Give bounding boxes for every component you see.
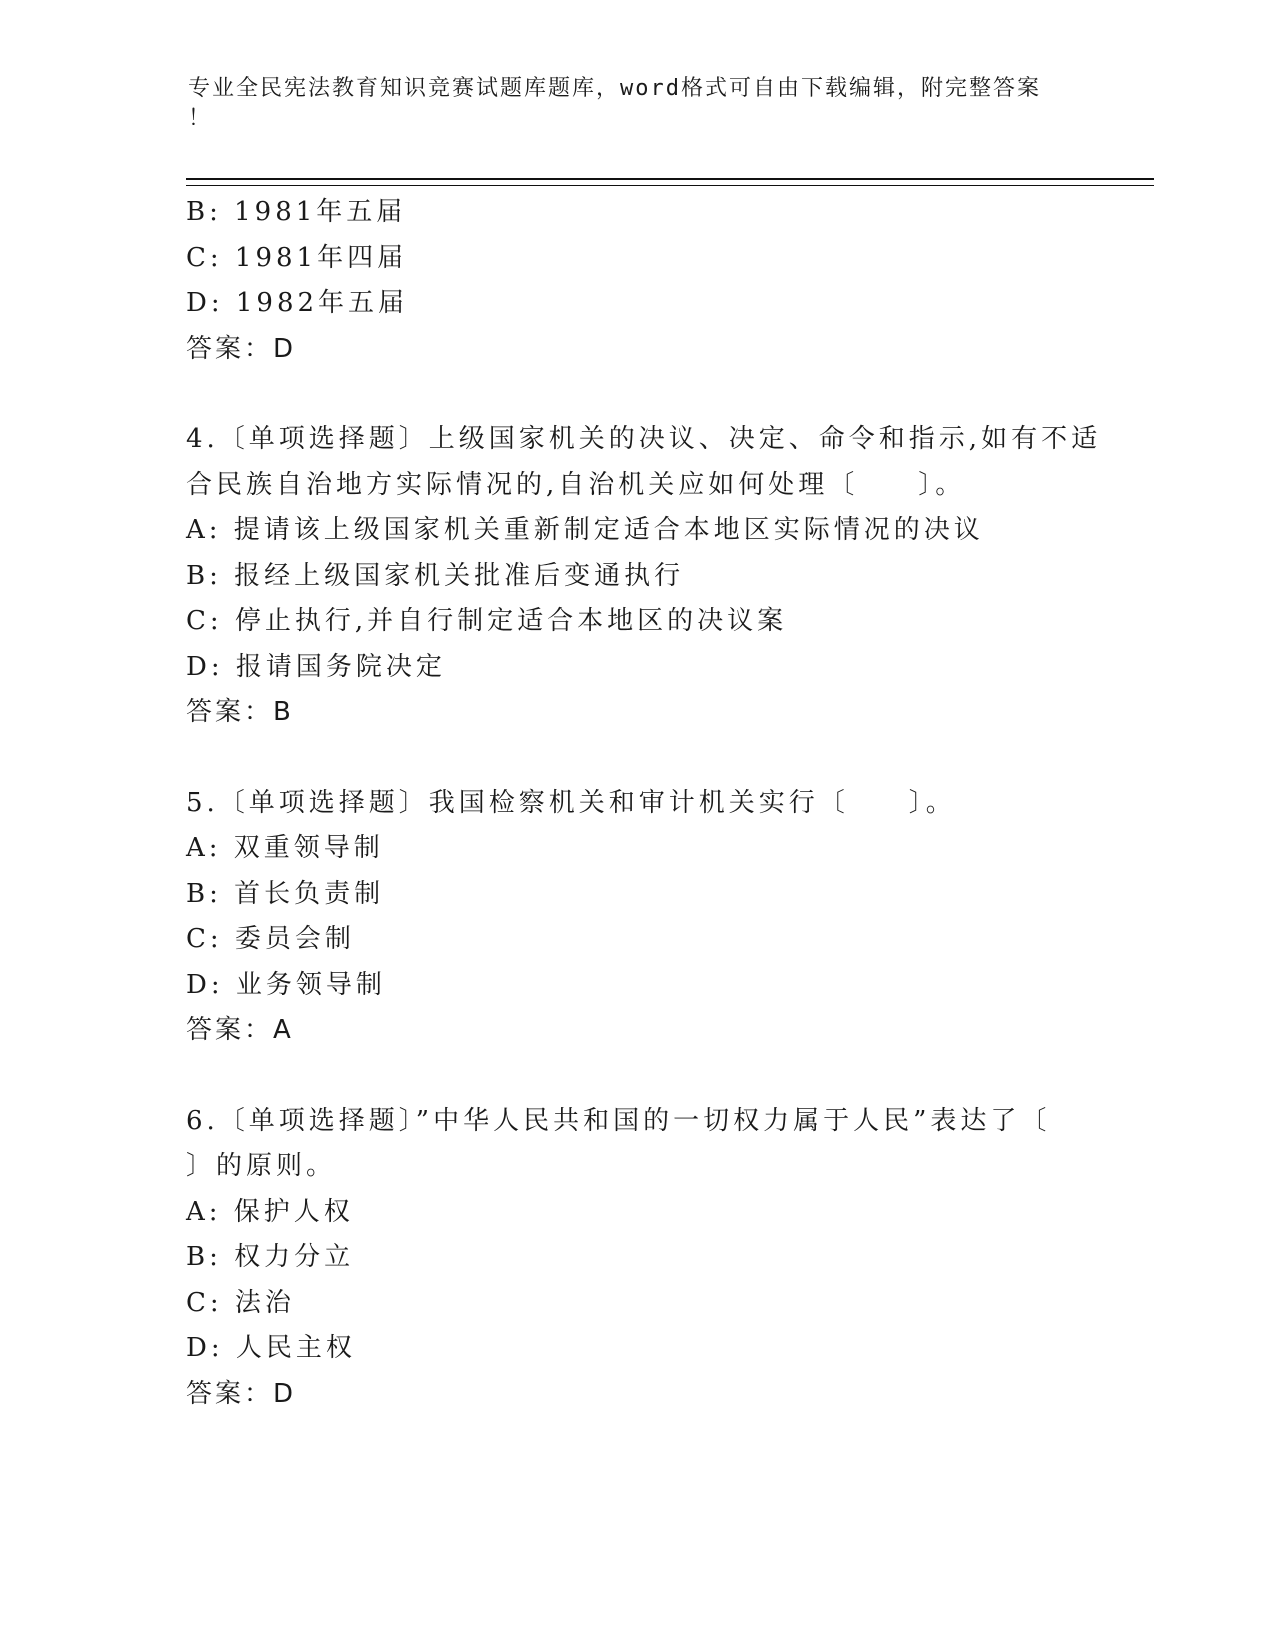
page-header: [188, 74, 1088, 134]
header-line-2: ！: [188, 106, 213, 131]
answer: 答案：D: [186, 333, 297, 364]
option-d: D: 人民主权: [186, 1333, 356, 1363]
question-stem-line-2: 〕的原则。: [186, 1151, 337, 1181]
option-a: A: 提请该上级国家机关重新制定适合本地区实际情况的决议: [186, 515, 984, 545]
option-d: D: 报请国务院决定: [186, 651, 446, 682]
option-d: D: 1982年五届: [186, 288, 409, 318]
question-stem-line-2: 合民族自治地方实际情况的,自治机关应如何处理〔 〕。: [186, 469, 966, 500]
answer: 答案：B: [186, 697, 294, 727]
option-c: C: 委员会制: [186, 924, 355, 954]
spacer: [186, 372, 1086, 417]
answer: 答案：D: [186, 1378, 297, 1409]
question-6: [186, 1099, 1086, 1418]
spacer: [186, 736, 1086, 781]
option-a: A: 双重领导制: [186, 833, 384, 863]
option-a: A: 保护人权: [186, 1196, 354, 1227]
question-3-tail: [186, 190, 1086, 372]
spacer: [186, 1054, 1086, 1099]
header-divider: [186, 178, 1154, 186]
header-line-1: 专业全民宪法教育知识竞赛试题库题库，word格式可自由下载编辑，附完整答案: [188, 76, 1041, 101]
option-d: D: 业务领导制: [186, 969, 386, 1000]
answer: 答案：A: [186, 1015, 294, 1045]
option-c: C: 停止执行,并自行制定适合本地区的决议案: [186, 606, 788, 636]
document-body: [186, 190, 1102, 1417]
option-c: C: 1981年四届: [186, 242, 408, 273]
option-b: B: 1981年五届: [186, 197, 407, 227]
option-c: C: 法治: [186, 1287, 295, 1318]
question-stem-line-1: 4.〔单项选择题〕上级国家机关的决议、决定、命令和指示,如有不适: [186, 424, 1102, 454]
question-5: [186, 781, 1086, 1054]
question-stem-line-1: 6.〔单项选择题〕”中华人民共和国的一切权力属于人民”表达了〔: [186, 1105, 1051, 1136]
question-stem-line-1: 5.〔单项选择题〕我国检察机关和审计机关实行〔 〕。: [186, 787, 956, 818]
option-b: B: 权力分立: [186, 1242, 355, 1272]
question-4: [186, 417, 1102, 736]
option-b: B: 首长负责制: [186, 878, 385, 909]
option-b: B: 报经上级国家机关批准后变通执行: [186, 560, 685, 591]
